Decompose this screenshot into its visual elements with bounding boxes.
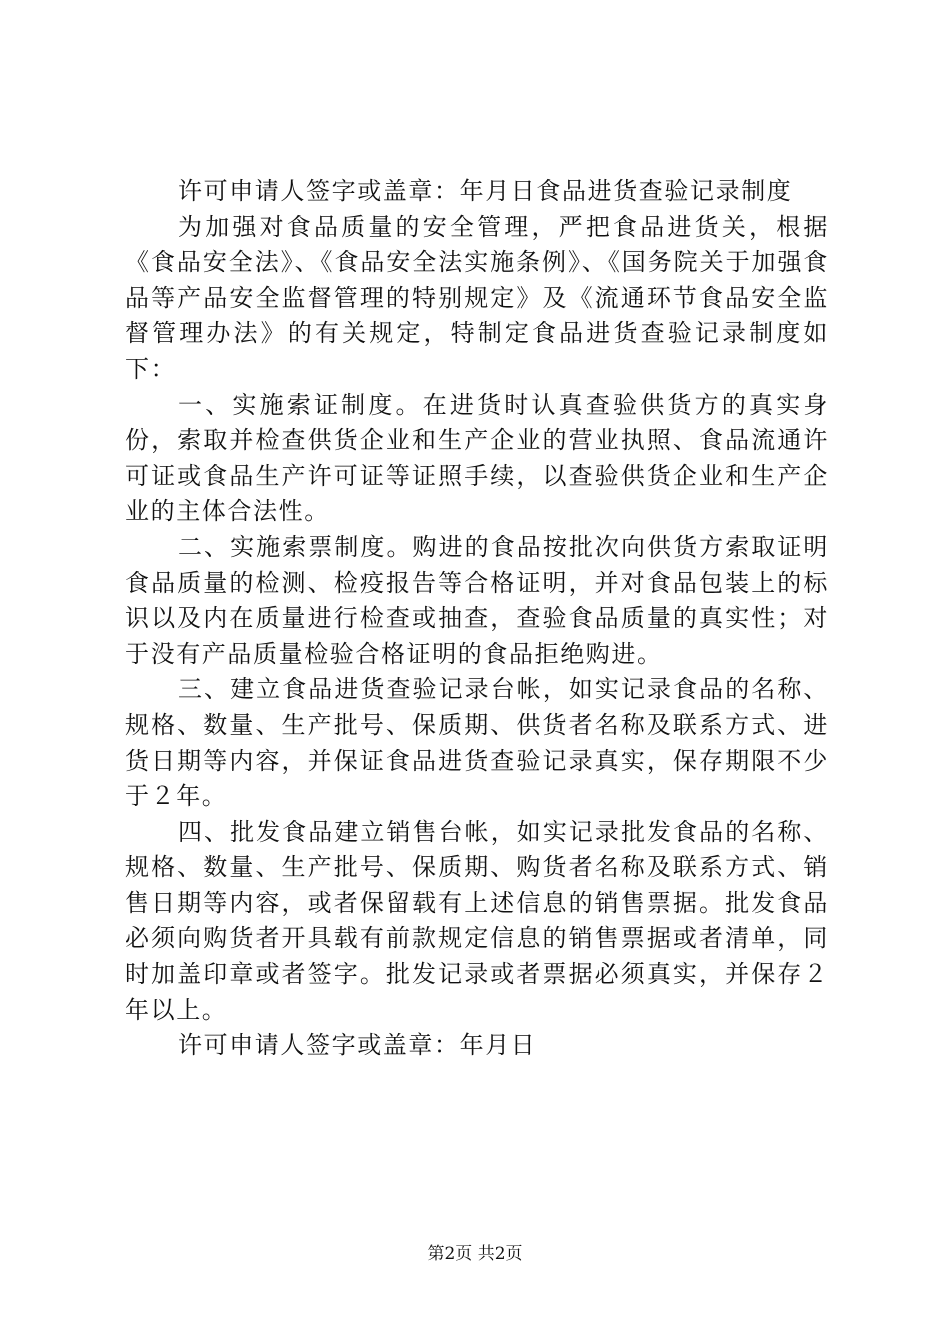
clause-1-paragraph: 一、实施索证制度。在进货时认真查验供货方的真实身份，索取并检查供货企业和生产企业的营业执照、食品流通许可证或食品生产许可证等证照手续，以查验供货企业和生产企业的主体合法性。 [125,390,829,526]
clause-2-paragraph: 二、实施索票制度。购进的食品按批次向供货方索取证明食品质量的检测、检疫报告等合格证明，并对食品包装上的标识以及内在质量进行检查或抽查，查验食品质量的真实性；对于没有产品质量检验合格证明的食品拒绝购进。 [125,532,829,668]
signature-line-heading: 许可申请人签字或盖章：年月日食品进货查验记录制度 [178,177,793,205]
intro-paragraph: 为加强对食品质量的安全管理，严把食品进货关，根据《食品安全法》、《食品安全法实施条例》、《国务院关于加强食品等产品安全监督管理的特别规定》及《流通环节食品安全监督管理办法》的有关规定，特制定食品进货查验记录制度如下： [125,212,829,383]
signature-line: 许可申请人签字或盖章：年月日 [178,1031,537,1060]
clause-3-paragraph: 三、建立食品进货查验记录台帐，如实记录食品的名称、规格、数量、生产批号、保质期、供货者名称及联系方式、进货日期等内容，并保证食品进货查验记录真实，保存期限不少于２年。 [125,675,829,811]
clause-4-paragraph: 四、批发食品建立销售台帐，如实记录批发食品的名称、规格、数量、生产批号、保质期、购货者名称及联系方式、销售日期等内容，或者保留载有上述信息的销售票据。批发食品必须向购货者开具载有前款规定信息的销售票据或者清单，同时加盖印章或者签字。批发记录或者票据必须真实，并保存２年以上。 [125,817,829,1024]
document-body [125,174,829,1064]
page-number-footer: 第2页 共2页 [427,1244,523,1264]
